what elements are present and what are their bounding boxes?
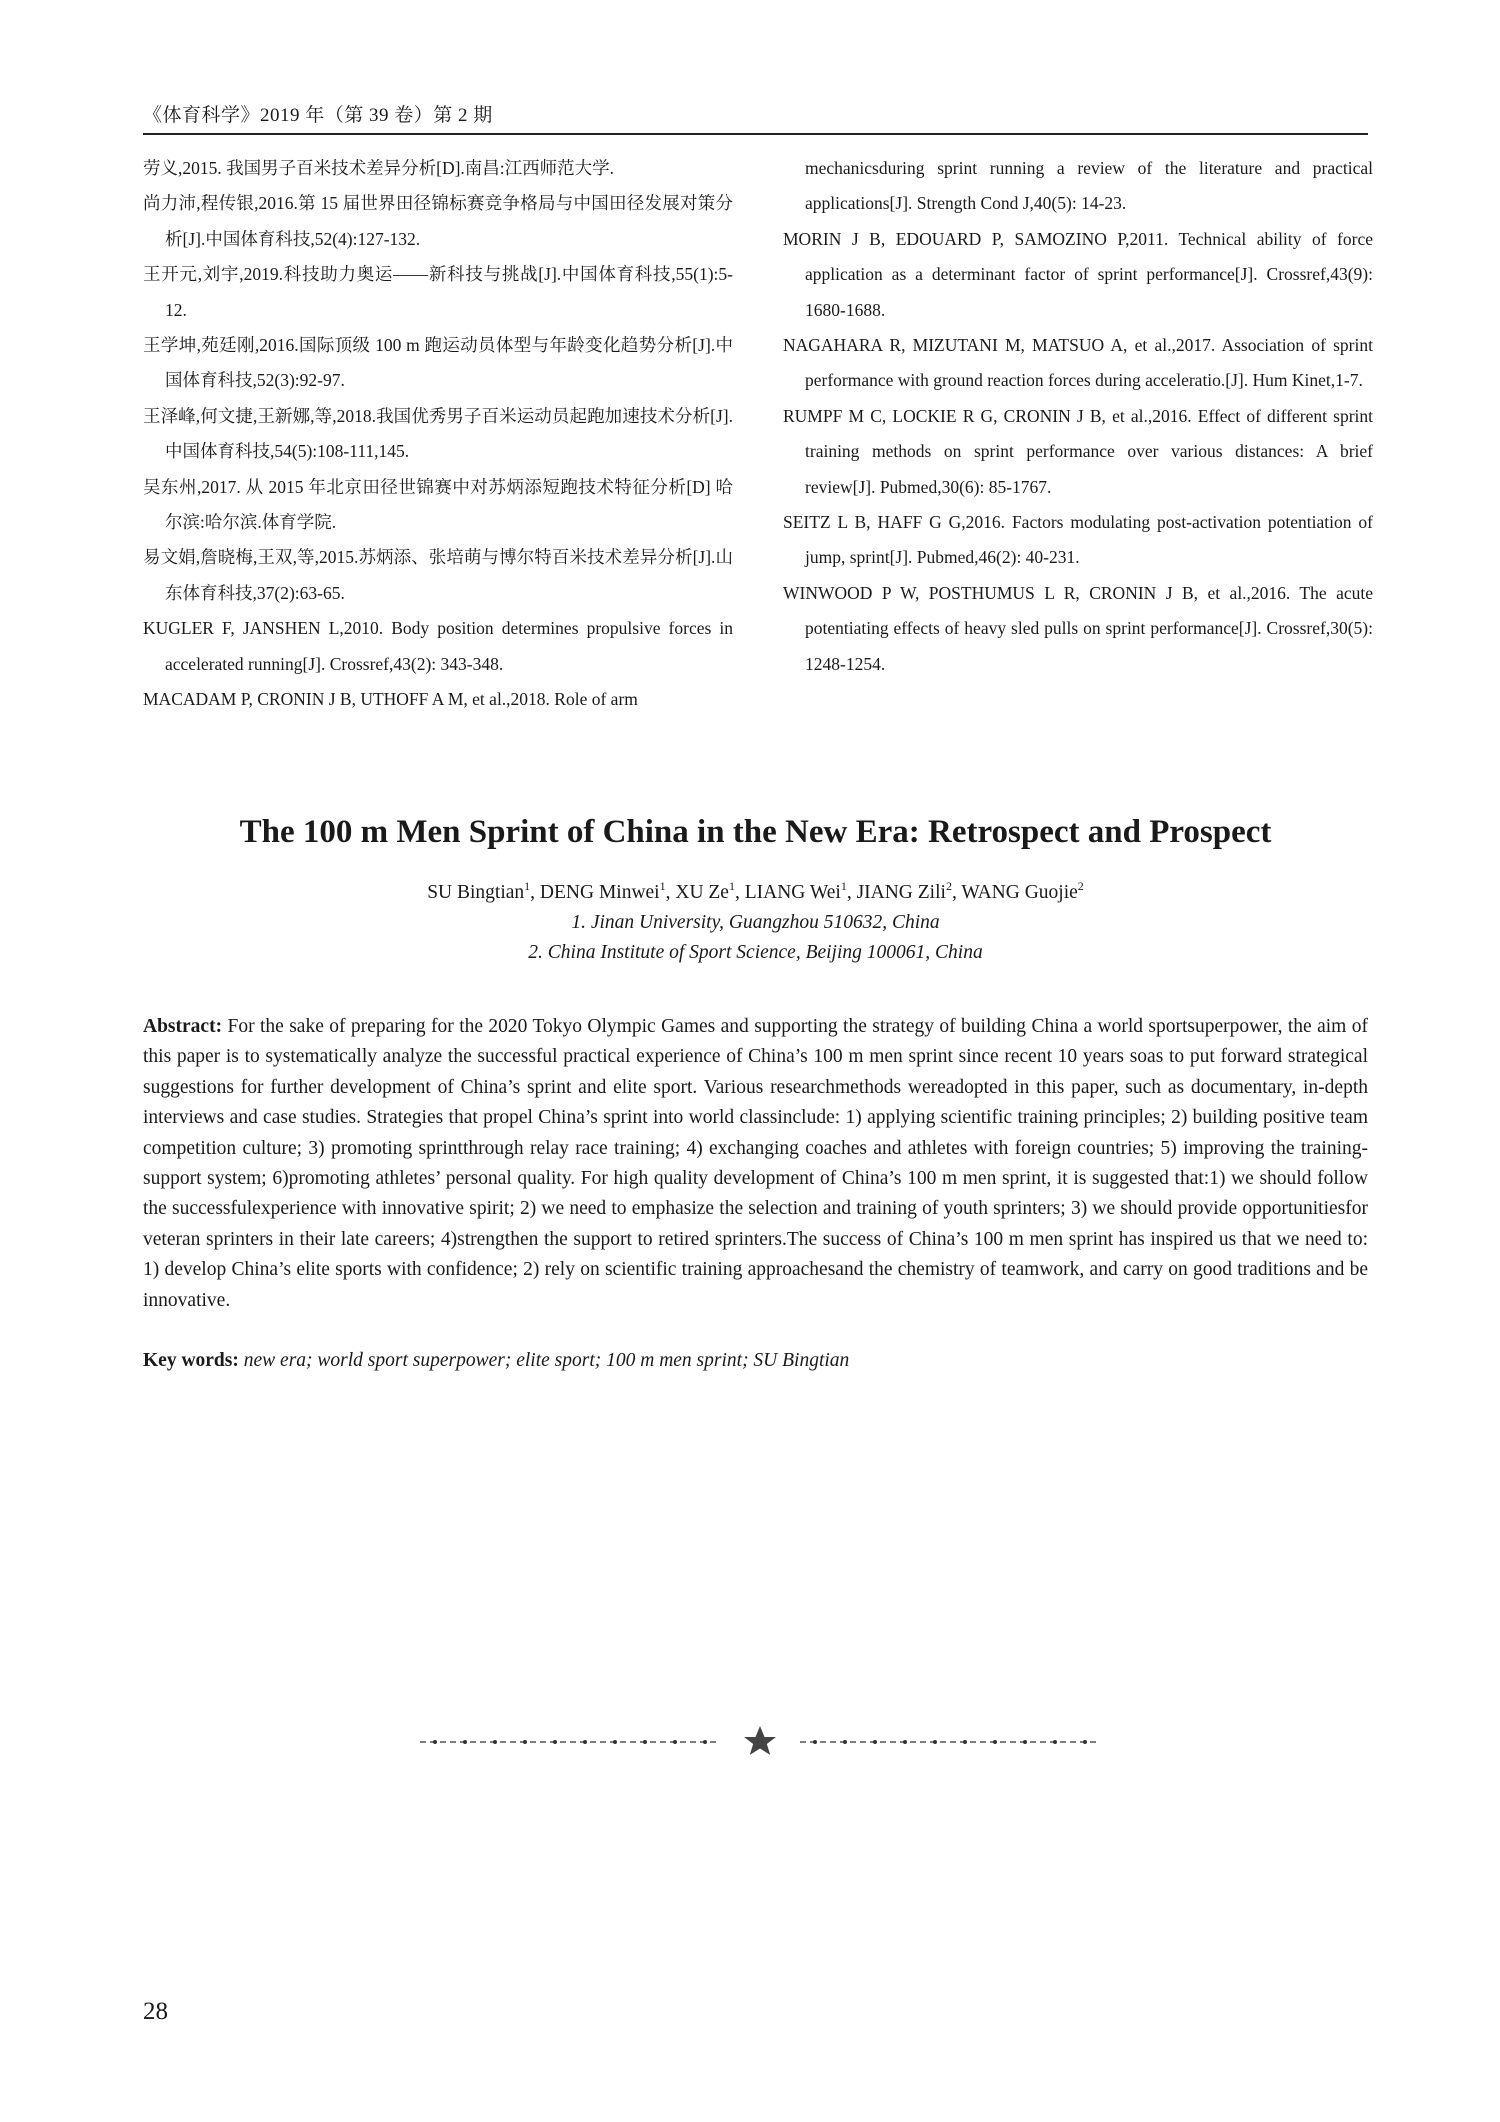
reference-item: KUGLER F, JANSHEN L,2010. Body position determines propulsive forces in accelerated running[J]. Crossref,43(2): 343-348. xyxy=(143,618,733,674)
abstract xyxy=(143,1012,1368,1316)
author-affiliation-mark: 1 xyxy=(659,879,666,893)
author-name: SU Bingtian xyxy=(427,882,525,903)
reference-item-continued: mechanicsduring sprint running a review of the literature and practical applications[J]. Strength Cond J,40(5): 14-23. xyxy=(805,158,1373,214)
reference-item: SEITZ L B, HAFF G G,2016. Factors modulating post-activation potentiation of jump, sprint[J]. Pubmed,46(2): 40-231. xyxy=(783,512,1373,568)
abstract-text: For the sake of preparing for the 2020 Tokyo Olympic Games and supporting the strategy of building China a world sportsuperpower, the aim of this paper is to systematically analyze the successful practical experience of China’s 100 m men sprint since recent 10 years soas to put forward strategical suggestions for further development of China’s sprint and elite sport. Various researchmethods wereadopted in this paper, such as documentary, in-depth interviews and case studies. Strategies that propel China’s sprint into world classinclude: 1) applying scientific training principles; 2) building positive team competition culture; 3) promoting sprintthrough relay race training; 4) exchanging coaches and athletes with foreign countries; 5) improving the training-support system; 6)promoting athletes’ personal quality. For high quality development of China’s 100 m men sprint, it is suggested that:1) we should follow the successfulexperience with innovative spirit; 2) we need to emphasize the selection and training of youth sprinters; 3) we should provide opportunitiesfor veteran sprinters in their late careers; 4)strengthen the support to retired sprinters.The success of China’s 100 m men sprint has inspired us that we need to: 1) develop China’s elite sports with confidence; 2) rely on scientific training approachesand the chemistry of teamwork, and carry on good traditions and be innovative. xyxy=(143,1016,1369,1311)
reference-item: WINWOOD P W, POSTHUMUS L R, CRONIN J B, et al.,2016. The acute potentiating effects of heavy sled pulls on sprint performance[J]. Crossref,30(5): 1248-1254. xyxy=(783,582,1373,674)
author-name: XU Ze xyxy=(675,882,729,903)
author-name: WANG Guojie xyxy=(961,882,1078,903)
author-affiliation-mark: 2 xyxy=(945,879,952,893)
reference-item: MORIN J B, EDOUARD P, SAMOZINO P,2011. Technical ability of force application as a determinant factor of sprint performance[J]. Crossref,43(9): 1680-1688. xyxy=(783,228,1373,320)
author-affiliation-mark: 1 xyxy=(524,879,531,893)
references-right-column xyxy=(783,151,1373,682)
affiliation: 2. China Institute of Sport Science, Beijing 100061, China xyxy=(528,942,983,963)
reference-item: 王泽峰,何文捷,王新娜,等,2018.我国优秀男子百米运动员起跑加速技术分析[J].中国体育科技,54(5):108-111,145. xyxy=(143,405,733,462)
article-title-block xyxy=(143,812,1368,968)
author-list: SU Bingtian$^1$, DENG Minwei$^1$, XU Ze$^1$, LIANG Wei$^1$, JIANG Zili$^2$, WANG Guojie$^2$ xyxy=(427,879,1084,903)
article-title: The 100 m Men Sprint of China in the New Era: Retrospect and Prospect xyxy=(239,814,1272,850)
header-rule xyxy=(143,133,1368,135)
reference-item: RUMPF M C, LOCKIE R G, CRONIN J B, et al.,2016. Effect of different sprint training methods on sprint performance over various distances: A brief review[J]. Pubmed,30(6): 85-1767. xyxy=(783,405,1373,497)
keywords-text: new era; world sport superpower; elite sport; 100 m men sprint; SU Bingtian xyxy=(243,1350,850,1371)
star-divider-icon xyxy=(420,1722,1100,1762)
running-head: 《体育科学》2019 年（第 39 卷）第 2 期 xyxy=(143,105,493,126)
page-number: 28 xyxy=(143,1998,168,2025)
reference-item: 尚力沛,程传银,2016.第 15 届世界田径锦标赛竞争格局与中国田径发展对策分析[J].中国体育科技,52(4):127-132. xyxy=(143,193,733,249)
reference-item: 劳义,2015. 我国男子百米技术差异分析[D].南昌:江西师范大学. xyxy=(143,158,615,178)
references-left-column xyxy=(143,151,733,718)
keywords xyxy=(143,1346,1368,1376)
reference-item: 吴东州,2017. 从 2015 年北京田径世锦赛中对苏炳添短跑技术特征分析[D] 哈尔滨:哈尔滨.体育学院. xyxy=(143,476,733,533)
keywords-label: Key words: xyxy=(143,1350,239,1371)
author-affiliation-mark: 1 xyxy=(840,879,847,893)
reference-item: NAGAHARA R, MIZUTANI M, MATSUO A, et al.,2017. Association of sprint performance with ground reaction forces during acceleratio.[J]. Hum Kinet,1-7. xyxy=(783,335,1373,391)
reference-item: 王开元,刘宇,2019.科技助力奥运——新科技与挑战[J].中国体育科技,55(1):5-12. xyxy=(143,264,733,320)
reference-item: 王学坤,苑廷刚,2016.国际顶级 100 m 跑运动员体型与年龄变化趋势分析[J].中国体育科技,52(3):92-97. xyxy=(143,335,733,391)
reference-item: MACADAM P, CRONIN J B, UTHOFF A M, et al.,2018. Role of arm xyxy=(143,689,638,710)
author-affiliation-mark: 1 xyxy=(728,879,735,893)
author-affiliation-mark: 2 xyxy=(1077,879,1084,893)
author-name: JIANG Zili xyxy=(856,882,946,903)
abstract-label: Abstract: xyxy=(143,1016,223,1037)
author-name: DENG Minwei xyxy=(539,882,660,903)
author-name: LIANG Wei xyxy=(744,882,841,903)
reference-item: 易文娟,詹晓梅,王双,等,2015.苏炳添、张培萌与博尔特百米技术差异分析[J].山东体育科技,37(2):63-65. xyxy=(143,547,733,603)
affiliation: 1. Jinan University, Guangzhou 510632, China xyxy=(571,912,940,933)
